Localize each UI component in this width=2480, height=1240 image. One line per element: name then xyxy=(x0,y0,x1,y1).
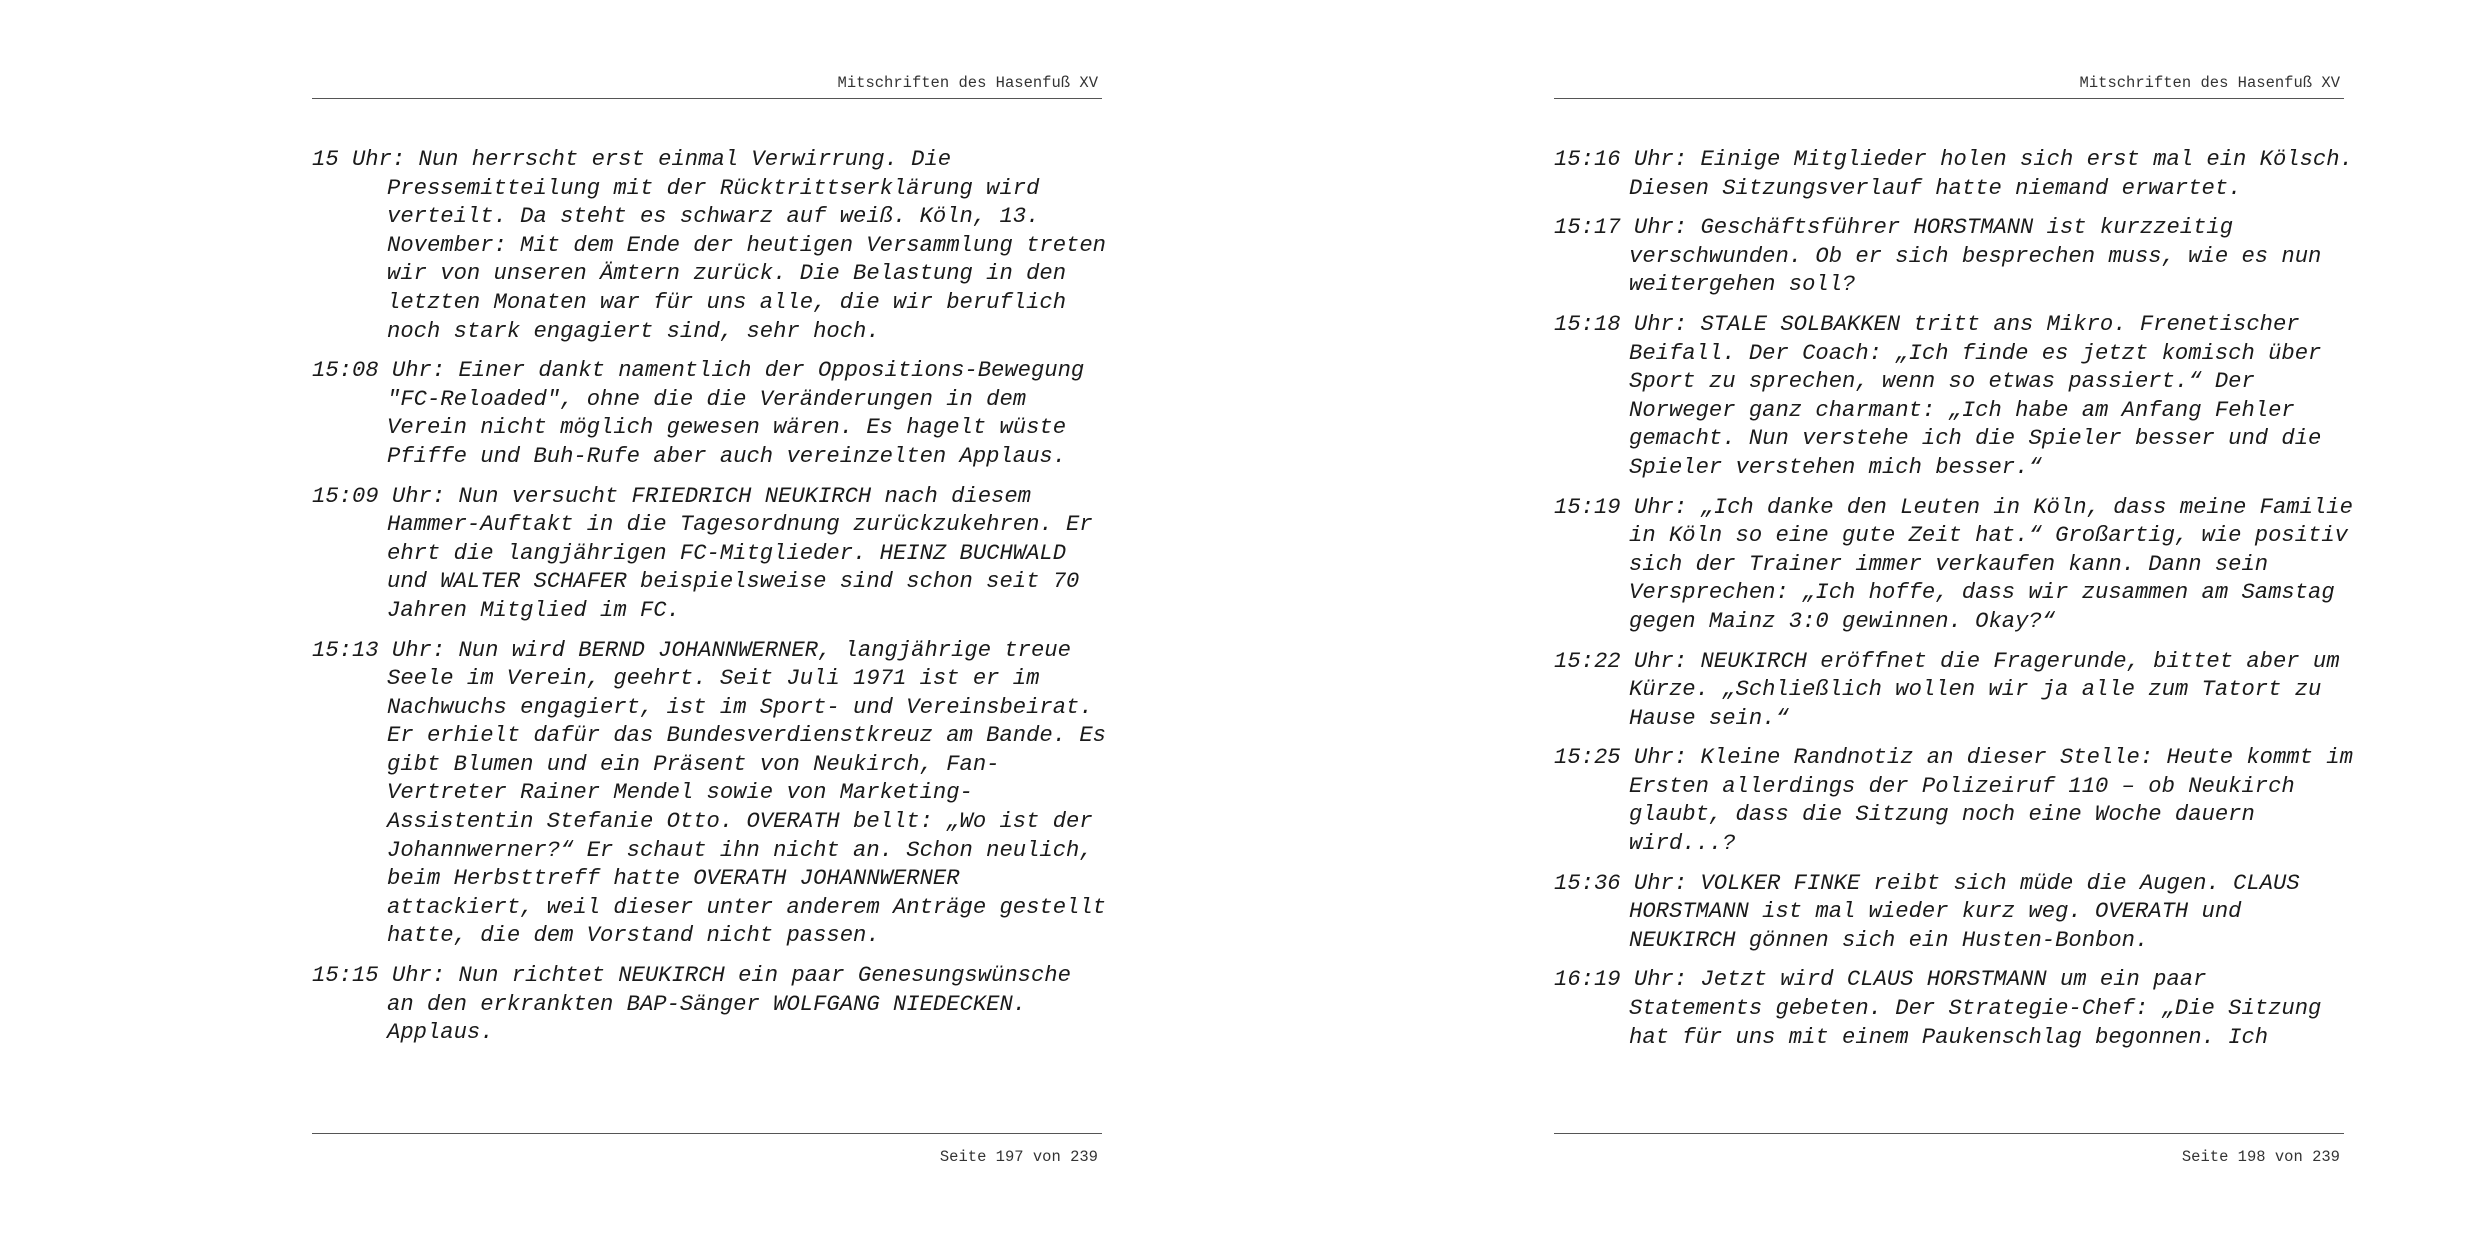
log-entry: 15:09 Uhr: Nun versucht FRIEDRICH NEUKIRCH nach diesem Hammer-Auftakt in die Tagesordnung zurückzukehren. Er ehrt die langjährigen FC-Mitglieder. HEINZ BUCHWALD und WALTER SCHAFER beispielsweise sind schon seit 70 Jahren Mitglied im FC. xyxy=(312,483,1093,623)
log-entry: 15:15 Uhr: Nun richtet NEUKIRCH ein paar Genesungswünsche an den erkrankten BAP-Sänger WOLFGANG NIEDECKEN. Applaus. xyxy=(312,963,1071,1046)
page-header xyxy=(1554,72,2344,99)
log-entry: 15:13 Uhr: Nun wird BERND JOHANNWERNER, langjährige treue Seele im Verein, geehrt. Seit Juli 1971 ist er im Nachwuchs engagiert, ist im Sport- und Vereinsbeirat. Er erhielt dafür das Bundesverdienstkreuz am Bande. Es gibt Blumen und ein Präsent von Neukirch, Fan- Vertreter Rainer Mendel sowie von Marketing- Assistentin Stefanie Otto. OVERATH bellt: „Wo ist der Johannwerner?“ Er schaut ihn nicht an. Schon neulich, beim Herbsttreff hatte OVERATH JOHANNWERNER attackiert, weil dieser unter anderem Anträge gestellt hatte, die dem Vorstand nicht passen. xyxy=(312,637,1106,949)
header-title: Mitschriften des Hasenfuß XV xyxy=(2079,74,2340,92)
page-number: Seite 198 von 239 xyxy=(2181,1148,2340,1166)
log-entry: 15:36 Uhr: VOLKER FINKE reibt sich müde die Augen. CLAUS HORSTMANN ist mal wieder kurz weg. OVERATH und NEUKIRCH gönnen sich ein Husten-Bonbon. xyxy=(1554,870,2300,953)
log-entry: 15:18 Uhr: STALE SOLBAKKEN tritt ans Mikro. Frenetischer Beifall. Der Coach: „Ich finde es jetzt komisch über Sport zu sprechen, wenn so etwas passiert.“ Der Norweger ganz charmant: „Ich habe am Anfang Fehler gemacht. Nun verstehe ich die Spieler besser und die Spieler verstehen mich besser.“ xyxy=(1554,311,2322,480)
header-title: Mitschriften des Hasenfuß XV xyxy=(837,74,1098,92)
page-header xyxy=(312,72,1102,99)
page-body xyxy=(312,146,1112,1059)
log-entry: 15:22 Uhr: NEUKIRCH eröffnet die Fragerunde, bittet aber um Kürze. „Schließlich wollen wir ja alle zum Tatort zu Hause sein.“ xyxy=(1554,648,2340,731)
page-footer xyxy=(1554,1133,2344,1164)
log-entry: 15 Uhr: Nun herrscht erst einmal Verwirrung. Die Pressemitteilung mit der Rücktrittserklärung wird verteilt. Da steht es schwarz auf weiß. Köln, 13. November: Mit dem Ende der heutigen Versammlung treten wir von unseren Ämtern zurück. Die Belastung in den letzten Monaten war für uns alle, die wir beruflich noch stark engagiert sind, sehr hoch. xyxy=(312,147,1106,344)
page-right xyxy=(1554,0,2353,1240)
log-entry: 15:08 Uhr: Einer dankt namentlich der Oppositions-Bewegung "FC-Reloaded", ohne die die Veränderungen in dem Verein nicht möglich gewesen wären. Es hagelt wüste Pfiffe und Buh-Rufe aber auch vereinzelten Applaus. xyxy=(312,358,1085,469)
page-number: Seite 197 von 239 xyxy=(939,1148,1098,1166)
page-left xyxy=(312,0,1106,1240)
page-footer xyxy=(312,1133,1102,1164)
log-entry: 15:16 Uhr: Einige Mitglieder holen sich erst mal ein Kölsch. Diesen Sitzungsverlauf hatte niemand erwartet. xyxy=(1554,147,2353,201)
log-entry: 15:17 Uhr: Geschäftsführer HORSTMANN ist kurzzeitig verschwunden. Ob er sich besprechen muss, wie es nun weitergehen soll? xyxy=(1554,215,2322,298)
log-entry: 16:19 Uhr: Jetzt wird CLAUS HORSTMANN um ein paar Statements gebeten. Der Strategie-Chef: „Die Sitzung hat für uns mit einem Paukenschlag begonnen. Ich xyxy=(1554,967,2322,1050)
log-entry: 15:19 Uhr: „Ich danke den Leuten in Köln, dass meine Familie in Köln so eine gute Zeit hat.“ Großartig, wie positiv sich der Trainer immer verkaufen kann. Dann sein Versprechen: „Ich hoffe, dass wir zusammen am Samstag gegen Mainz 3:0 gewinnen. Okay?“ xyxy=(1554,494,2353,634)
page-body xyxy=(1554,146,2354,1063)
log-entry: 15:25 Uhr: Kleine Randnotiz an dieser Stelle: Heute kommt im Ersten allerdings der Polizeiruf 110 – ob Neukirch glaubt, dass die Sitzung noch eine Woche dauern wird...? xyxy=(1554,745,2353,857)
